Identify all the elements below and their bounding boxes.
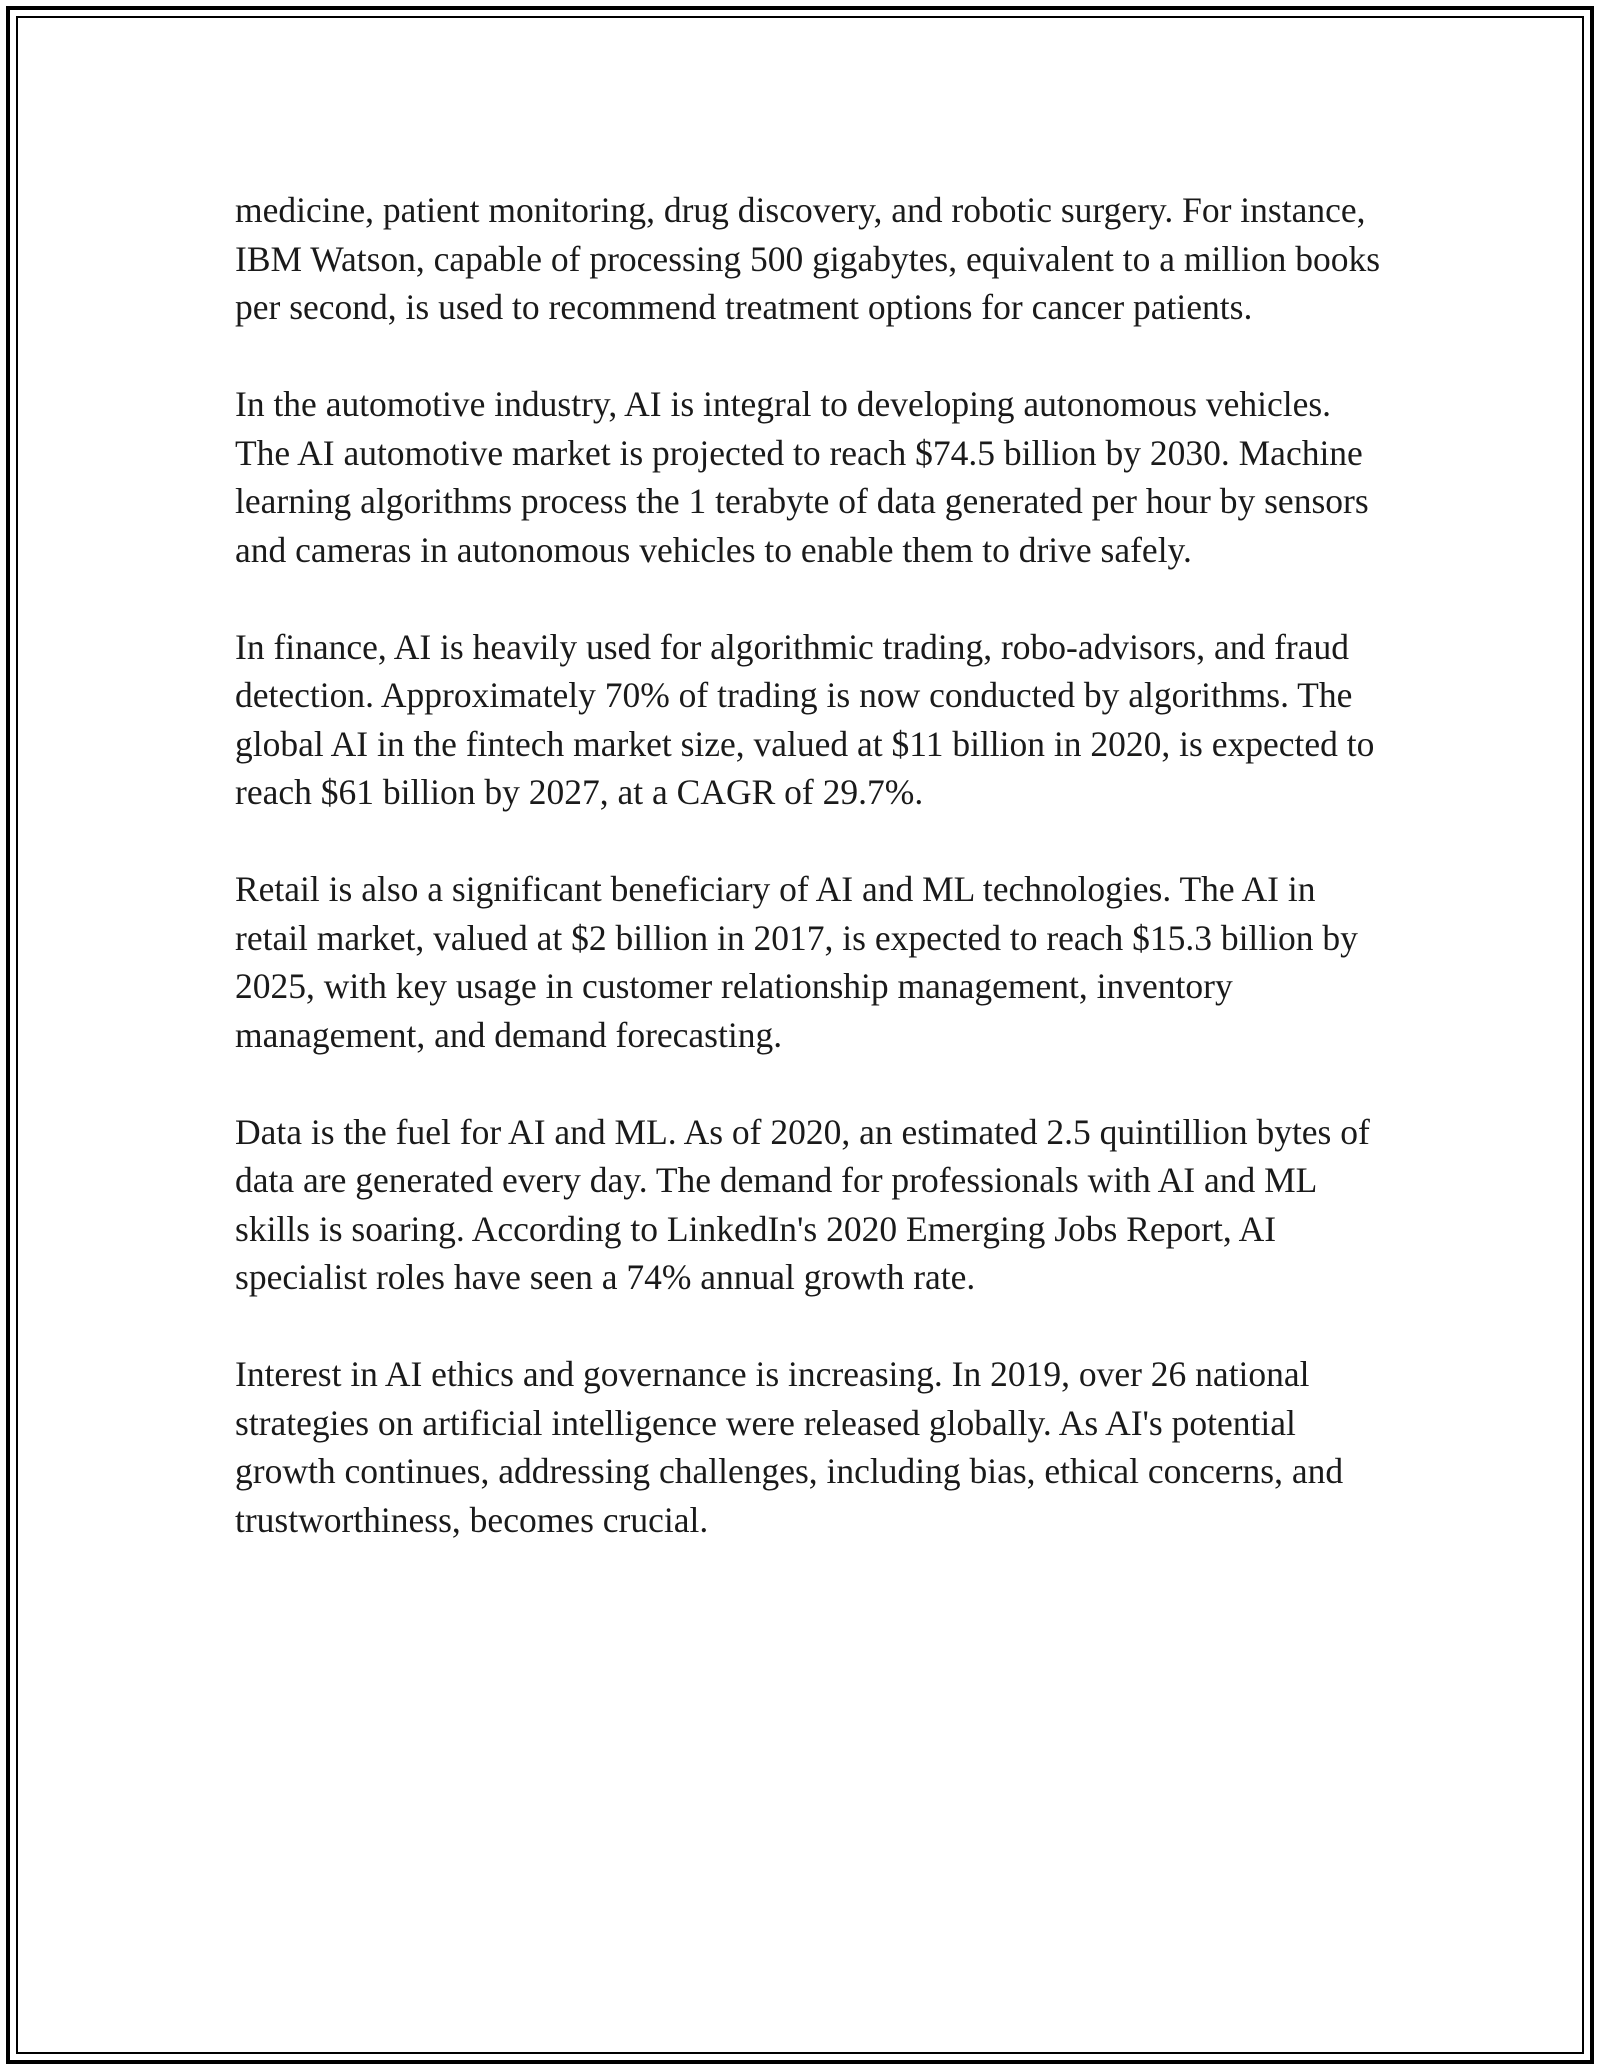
paragraph-retail: Retail is also a significant beneficiary of AI and ML technologies. The AI in retail market, valued at $2 billion in 2017, is expected to reach $15.3 billion by 2025, with key usage in customer relationship management, inventory management, and demand forecasting. (235, 869, 1358, 1055)
document-body (235, 186, 1385, 1593)
paragraph-finance: In finance, AI is heavily used for algorithmic trading, robo-advisors, and fraud detection. Approximately 70% of trading is now conducted by algorithms. The global AI in the fintech market size, valued at $11 billion in 2020, is expected to reach $61 billion by 2027, at a CAGR of 29.7%. (235, 626, 1375, 812)
paragraph-data: Data is the fuel for AI and ML. As of 2020, an estimated 2.5 quintillion bytes of data are generated every day. The demand for professionals with AI and ML skills is soaring. According to LinkedIn's 2020 Emerging Jobs Report, AI specialist roles have seen a 74% annual growth rate. (235, 1111, 1370, 1297)
paragraph-healthcare: medicine, patient monitoring, drug discovery, and robotic surgery. For instance, IBM Watson, capable of processing 500 gigabytes, equivalent to a million books per second, is used to recommend treatment options for cancer patients. (235, 190, 1381, 327)
paragraph-ethics: Interest in AI ethics and governance is increasing. In 2019, over 26 national strategies on artificial intelligence were released globally. As AI's potential growth continues, addressing challenges, including bias, ethical concerns, and trustworthiness, becomes crucial. (235, 1354, 1344, 1540)
paragraph-automotive: In the automotive industry, AI is integral to developing autonomous vehicles. The AI automotive market is projected to reach $74.5 billion by 2030. Machine learning algorithms process the 1 terabyte of data generated per hour by sensors and cameras in autonomous vehicles to enable them to drive safely. (235, 384, 1369, 570)
